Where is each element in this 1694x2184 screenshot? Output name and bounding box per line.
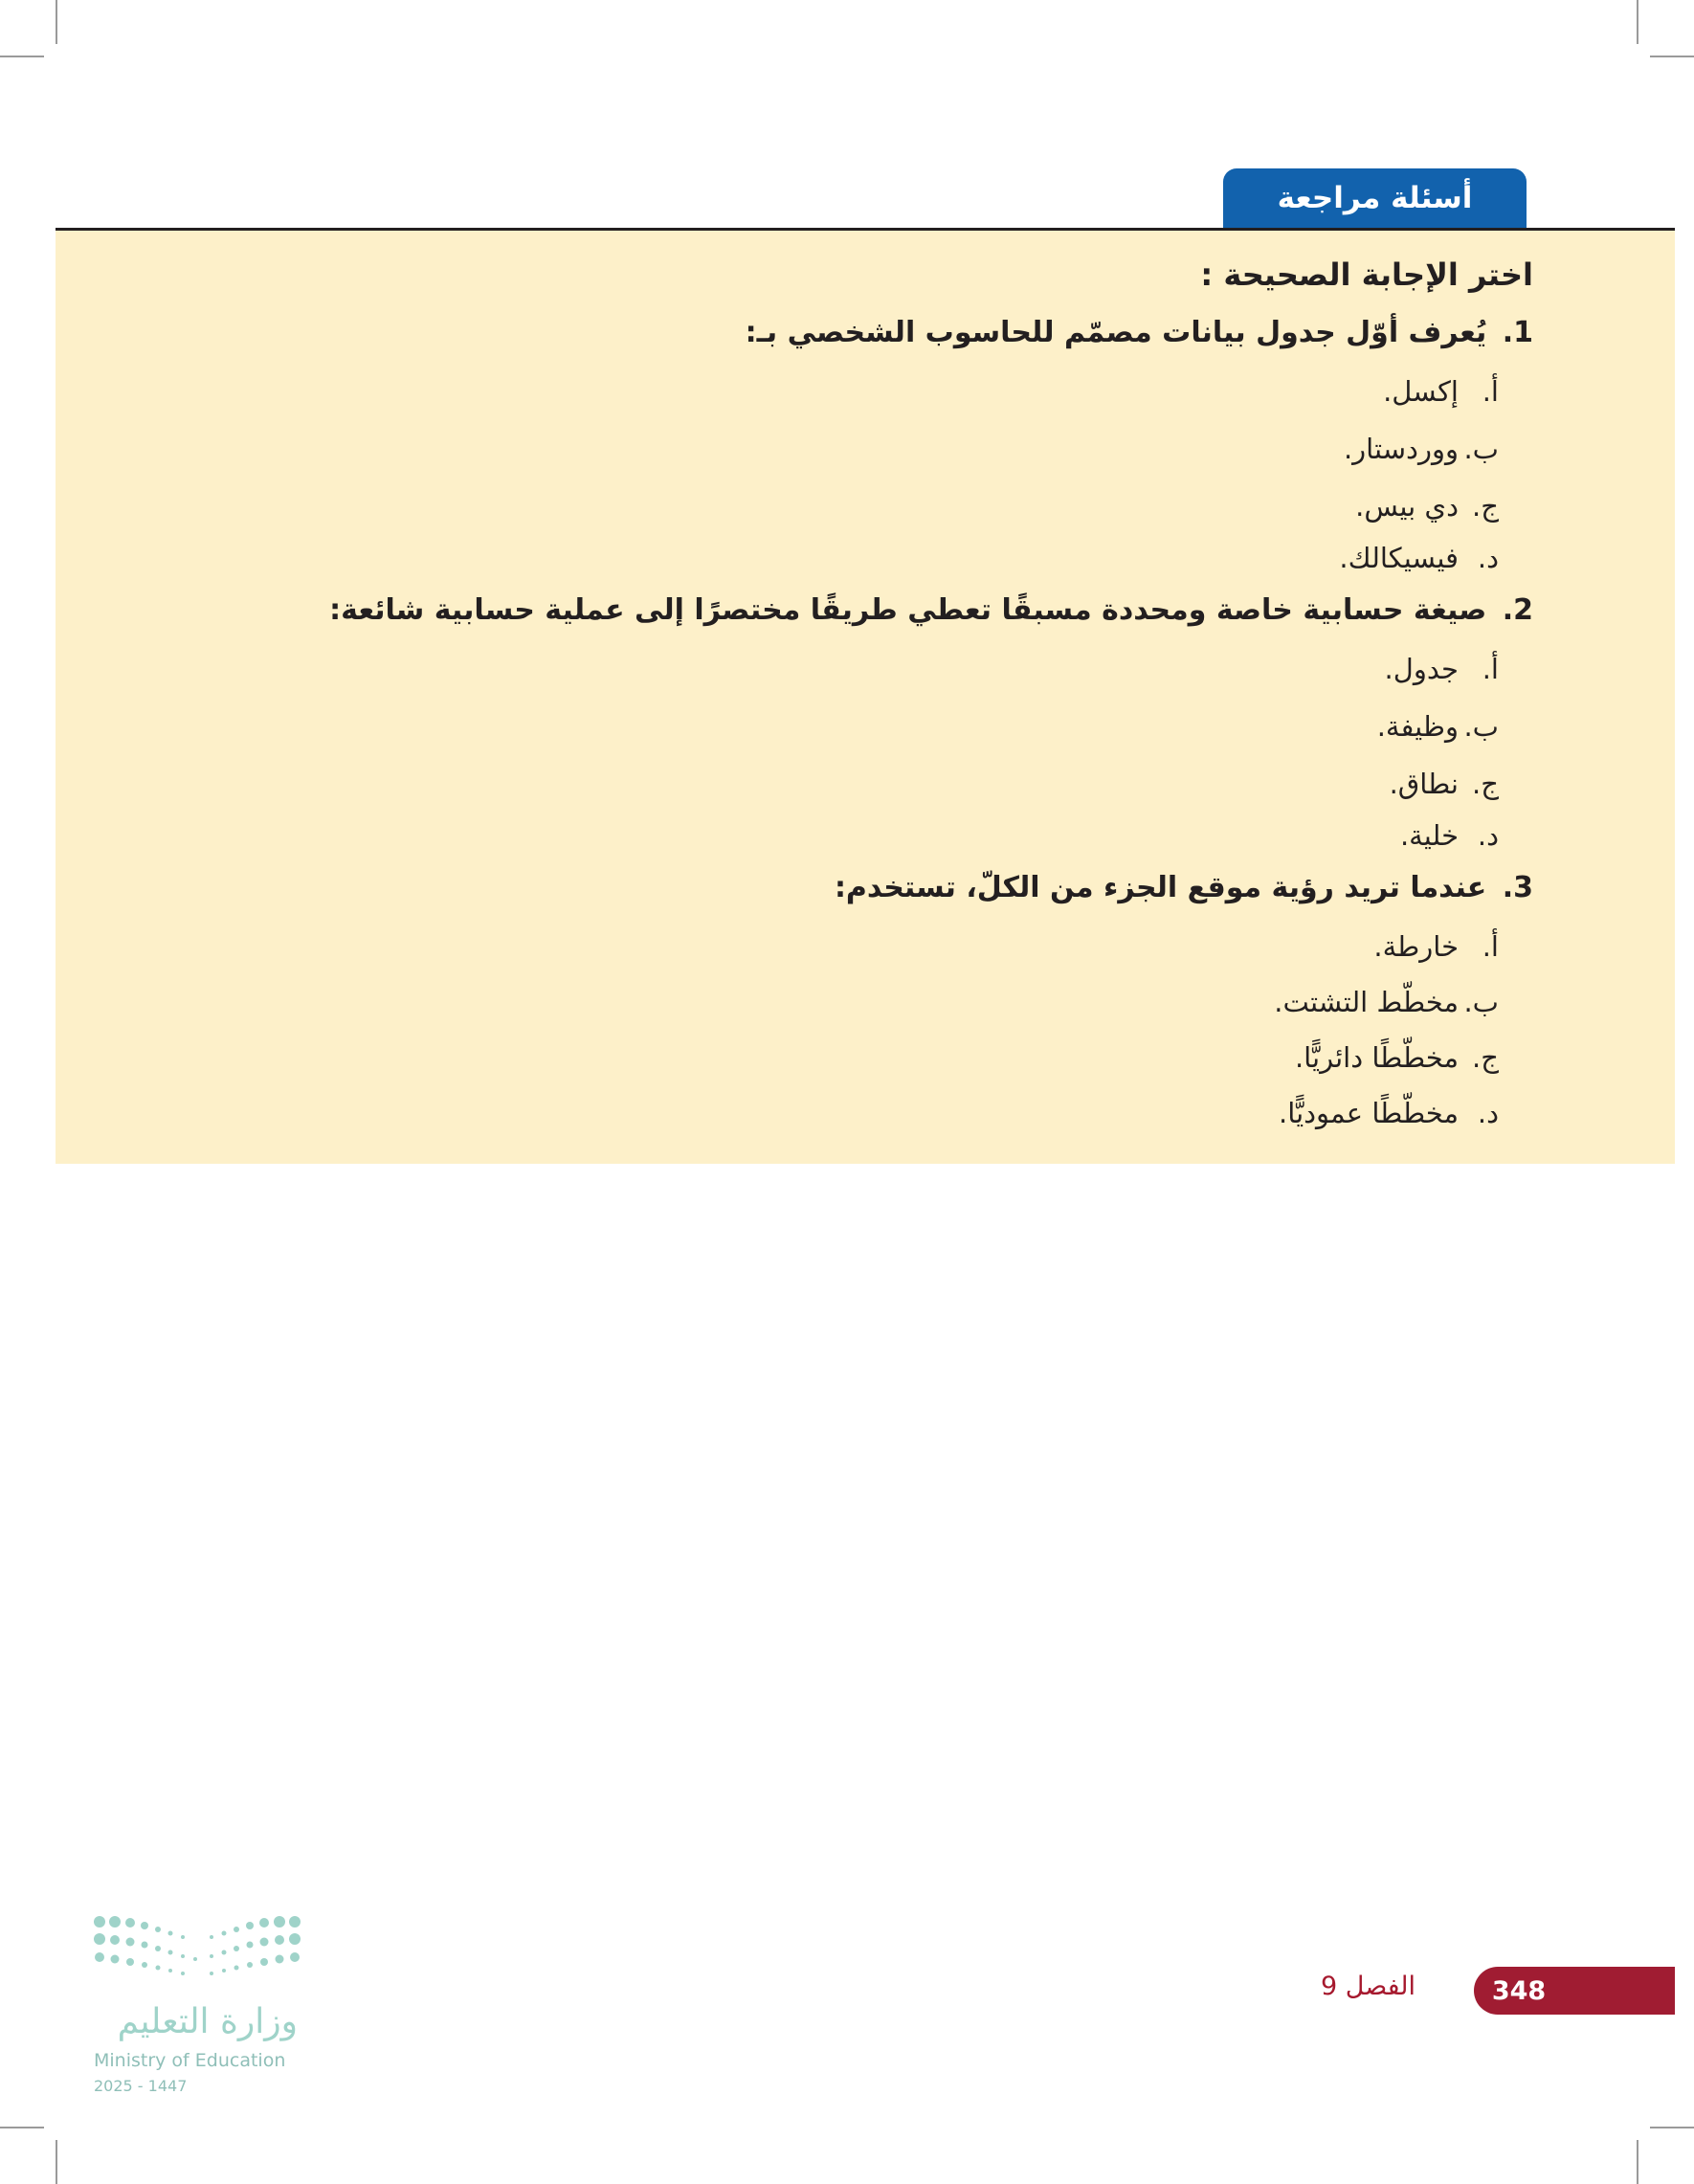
ministry-logo: [92, 1914, 312, 2106]
question-1: [746, 316, 1533, 349]
question-2-option-c: [1390, 768, 1499, 800]
question-1-option-c: [1355, 490, 1499, 523]
question-number: 2.: [1502, 593, 1533, 627]
option-letter: ب.: [1463, 710, 1499, 743]
question-3-option-d: [1279, 1097, 1499, 1129]
page-number-badge: [1474, 1967, 1675, 2015]
option-text: مخطّطًا دائريًّا.: [1294, 1041, 1459, 1074]
crop-mark-bottom-left: [56, 2140, 57, 2184]
page-number: 348: [1491, 1975, 1547, 2006]
option-text: مخطّط التشتت.: [1274, 986, 1459, 1018]
crop-mark-top-left-h: [0, 56, 44, 57]
crop-mark-top-right: [1637, 0, 1638, 44]
ministry-logo-english: Ministry of Education: [94, 2050, 286, 2071]
option-letter: أ.: [1482, 930, 1499, 963]
option-text: جدول.: [1384, 653, 1459, 685]
question-3-option-c: [1295, 1041, 1499, 1074]
question-2: [329, 593, 1533, 627]
option-text: مخطّطًا عموديًّا.: [1279, 1097, 1459, 1129]
question-text: عندما تريد رؤية موقع الجزء من الكلّ، تستخدم:: [834, 871, 1487, 904]
question-1-option-a: [1383, 375, 1499, 408]
question-1-option-b: [1344, 433, 1499, 465]
question-2-option-b: [1377, 710, 1499, 743]
question-2-option-d: [1400, 819, 1499, 852]
question-2-option-a: [1385, 653, 1499, 685]
option-text: دي بيس.: [1355, 490, 1459, 523]
question-3-option-a: [1373, 930, 1499, 963]
option-letter: ب.: [1463, 433, 1499, 465]
crop-mark-top-right-h: [1650, 56, 1694, 57]
option-text: فيسيكالك.: [1339, 542, 1459, 574]
question-text: يُعرف أوّل جدول بيانات مصمّم للحاسوب الشخصي بـ:: [745, 316, 1487, 349]
review-questions-panel: [56, 231, 1675, 1164]
option-letter: د.: [1477, 542, 1499, 574]
crop-mark-top-left: [56, 0, 57, 44]
question-number: 1.: [1502, 316, 1533, 349]
question-number: 3.: [1502, 871, 1533, 904]
option-letter: ب.: [1463, 986, 1499, 1018]
question-text: صيغة حسابية خاصة ومحددة مسبقًا تعطي طريقًا مختصرًا إلى عملية حسابية شائعة:: [329, 593, 1487, 627]
crop-mark-bottom-right-h: [1650, 2127, 1694, 2128]
option-letter: د.: [1477, 819, 1499, 852]
ministry-logo-dots-icon: [92, 1914, 302, 1981]
option-letter: ج.: [1472, 768, 1499, 800]
option-text: وظيفة.: [1376, 710, 1459, 743]
ministry-logo-year: 2025 - 1447: [94, 2077, 188, 2095]
option-letter: د.: [1477, 1097, 1499, 1129]
option-text: إكسل.: [1383, 375, 1459, 408]
option-text: ووردستار.: [1343, 433, 1459, 465]
question-1-option-d: [1339, 542, 1499, 574]
ministry-logo-arabic: وزارة التعليم: [117, 2002, 298, 2041]
option-letter: أ.: [1482, 375, 1499, 408]
option-letter: ج.: [1472, 490, 1499, 523]
question-3-option-b: [1274, 986, 1499, 1018]
instruction-heading: اختر الإجابة الصحيحة :: [1200, 256, 1533, 293]
option-letter: أ.: [1482, 653, 1499, 685]
chapter-label: الفصل 9: [1321, 1972, 1416, 2001]
section-title-tab: أسئلة مراجعة: [1223, 168, 1527, 228]
option-letter: ج.: [1472, 1041, 1499, 1074]
option-text: نطاق.: [1389, 768, 1459, 800]
option-text: خارطة.: [1373, 930, 1459, 963]
crop-mark-bottom-right: [1637, 2140, 1638, 2184]
question-3: [835, 871, 1533, 904]
option-text: خلية.: [1399, 819, 1459, 852]
crop-mark-bottom-left-h: [0, 2127, 44, 2128]
